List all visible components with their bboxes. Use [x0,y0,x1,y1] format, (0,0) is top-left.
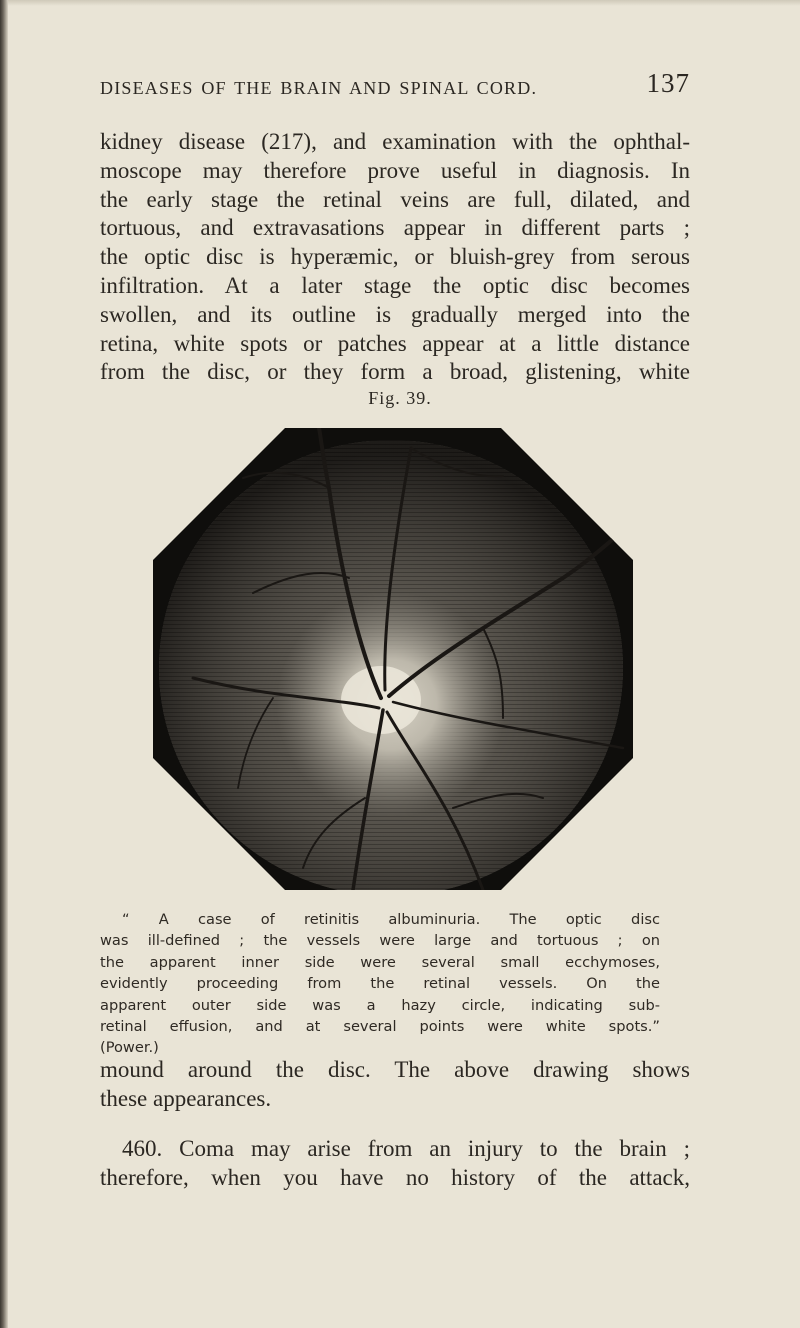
running-title: DISEASES OF THE BRAIN AND SPINAL CORD. [100,78,538,98]
caption-line: was ill-defined ; the vessels were large and tortuous ; on [100,932,660,950]
figure-caption [100,909,660,1059]
text-line: infiltration. At a later stage the optic disc becomes [100,272,690,298]
caption-attribution: (Power.) [100,1039,159,1057]
caption-line: evidently proceeding from the retinal vessels. On the [100,975,660,993]
figure-label: Fig. 39. [368,388,432,408]
caption-line: “ A case of retinitis albuminuria. The optic disc [122,911,660,928]
text-line: these appearances. [100,1085,272,1111]
page-number: 137 [646,68,690,98]
text-line: kidney disease (217), and examination with the ophthal- [100,129,690,154]
caption-line: retinal effusion, and at several points were white spots.” [100,1018,660,1036]
body-paragraph-continued [100,1056,690,1114]
caption-line: apparent outer side was a hazy circle, indicating sub- [100,996,660,1014]
text-line: from the disc, or they form a broad, glistening, white [100,359,690,385]
retina-engraving [153,428,633,890]
caption-line: the apparent inner side were several small ecchymoses, [100,953,660,971]
text-line: retina, white spots or patches appear at a little distance [100,330,690,356]
text-line: 460. Coma may arise from an injury to the brain ; [122,1136,690,1161]
body-paragraph-top [100,128,690,387]
text-line: mound around the disc. The above drawing shows [100,1057,690,1082]
text-line: swollen, and its outline is gradually merged into the [100,301,690,327]
page-binding-edge [0,0,8,1328]
text-line: the early stage the retinal veins are full, dilated, and [100,186,690,212]
text-line: therefore, when you have no history of the attack, [100,1164,690,1190]
page-top-edge [0,0,800,6]
running-head [100,68,690,102]
body-paragraph-460 [100,1135,690,1193]
text-line: tortuous, and extravasations appear in different parts ; [100,215,690,241]
text-line: the optic disc is hyperæmic, or bluish-grey from serous [100,244,690,270]
text-line: moscope may therefore prove useful in diagnosis. In [100,157,690,183]
